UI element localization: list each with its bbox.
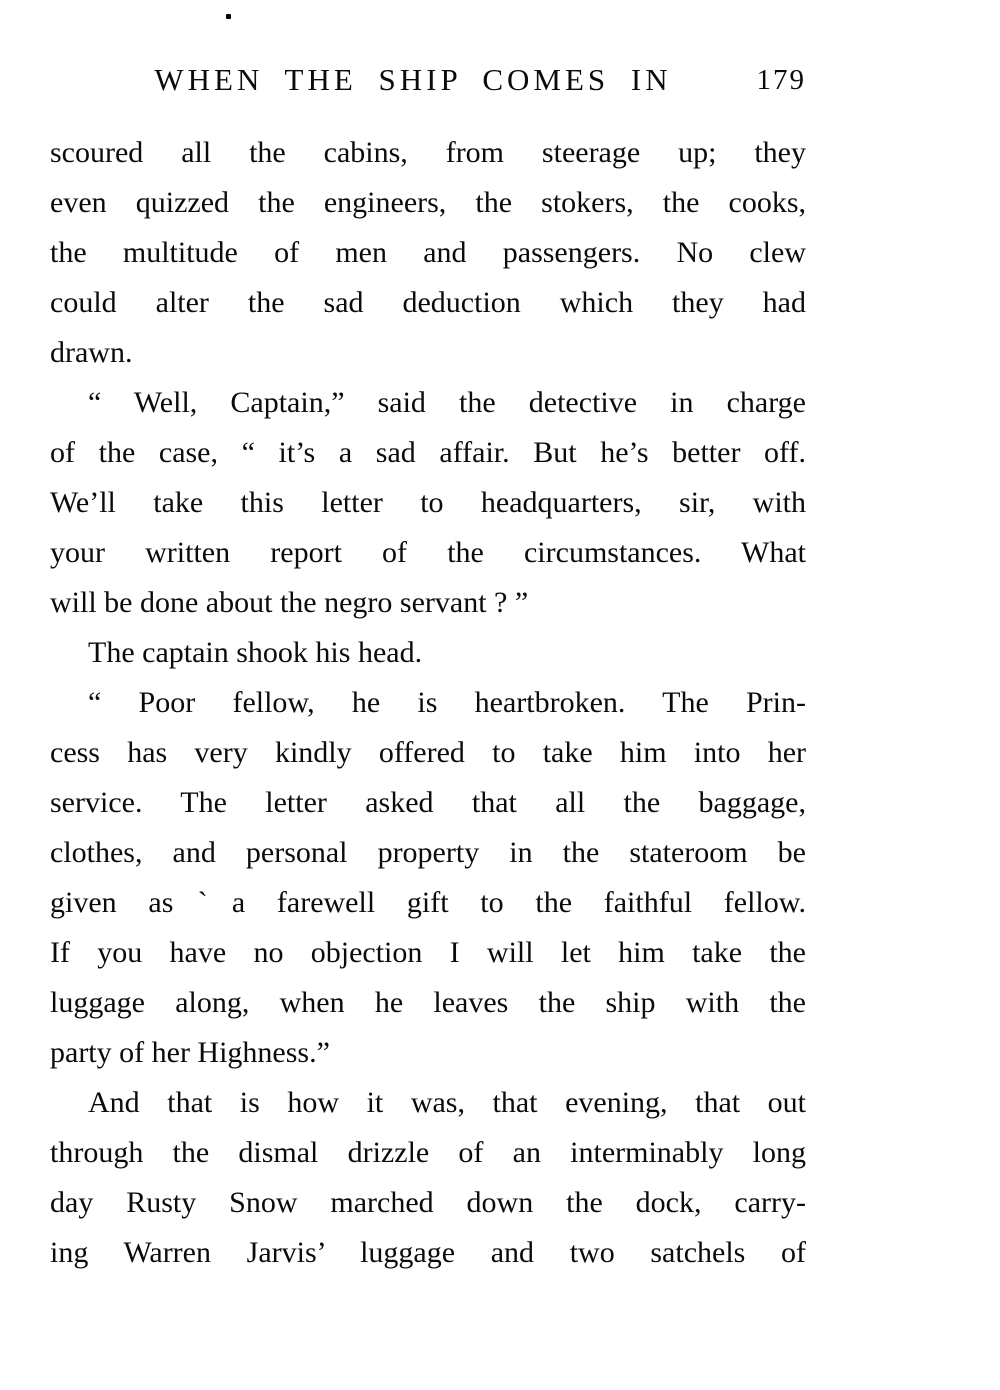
text-line: day Rusty Snow marched down the dock, carry- [50, 1186, 806, 1219]
text-block [50, 128, 806, 1278]
text-line: We’ll take this letter to headquarters, sir, with [50, 486, 806, 519]
text-line: And that is how it was, that evening, that out [88, 1086, 806, 1119]
running-title: WHEN THE SHIP COMES IN [154, 62, 672, 97]
text-line: even quizzed the engineers, the stokers, the cooks, [50, 186, 806, 219]
text-line: luggage along, when he leaves the ship with the [50, 986, 806, 1019]
text-line: drawn. [50, 336, 133, 369]
text-line: given asˋa farewell gift to the faithful fellow. [50, 886, 806, 919]
page-number: 179 [756, 64, 806, 96]
text-line: will be done about the negro servant ? ” [50, 586, 529, 619]
text-line: through the dismal drizzle of an interminably long [50, 1136, 806, 1169]
text-line: clothes, and personal property in the stateroom be [50, 836, 806, 869]
text-line: could alter the sad deduction which they had [50, 286, 806, 319]
page-header [50, 62, 806, 102]
text-line: The captain shook his head. [88, 636, 423, 669]
text-line: service. The letter asked that all the baggage, [50, 786, 806, 819]
text-line: party of her Highness.” [50, 1036, 330, 1069]
text-line: scoured all the cabins, from steerage up; they [50, 136, 806, 169]
text-line: your written report of the circumstances. What [50, 536, 806, 569]
text-line: the multitude of men and passengers. No clew [50, 236, 806, 269]
scan-speck-artifact [226, 14, 231, 19]
text-line: of the case, “ it’s a sad affair. But he’s better off. [50, 436, 806, 469]
text-line: “ Poor fellow, he is heartbroken. The Prin- [88, 686, 806, 719]
text-line: If you have no objection I will let him take the [50, 936, 806, 969]
text-line: ing Warren Jarvis’ luggage and two satchels of [50, 1236, 806, 1269]
text-line: cess has very kindly offered to take him into her [50, 736, 806, 769]
text-line: “ Well, Captain,” said the detective in charge [88, 386, 806, 419]
